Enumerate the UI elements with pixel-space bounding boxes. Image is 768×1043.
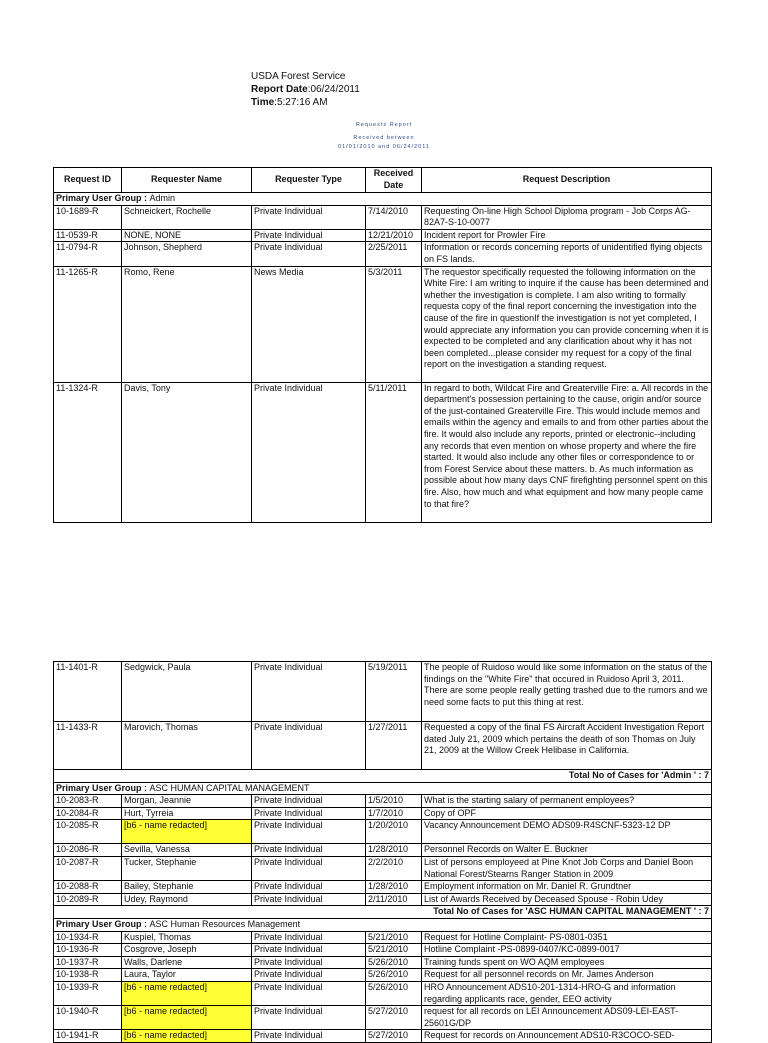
cell-requester-name: Walls, Darlene: [122, 956, 252, 969]
cell-requester-name: Hurt, Tyrreia: [122, 807, 252, 820]
cell-received-date: 5/27/2010: [366, 1006, 422, 1030]
group-label: Primary User Group : ASC Human Resources Management: [54, 918, 712, 931]
cell-request-id: 11-0539-R: [54, 229, 122, 242]
cell-received-date: 5/3/2011: [366, 266, 422, 382]
cell-requester-name: Bailey, Stephanie: [122, 881, 252, 894]
cell-requester-name: Romo, Rene: [122, 266, 252, 382]
cell-requester-name: Udey, Raymond: [122, 893, 252, 906]
table-row: [54, 242, 712, 266]
table-row: [54, 969, 712, 982]
table-row: [54, 881, 712, 894]
group-label: Primary User Group : ASC HUMAN CAPITAL MANAGEMENT: [54, 782, 712, 795]
cell-requester-name: Sevilla, Vanessa: [122, 844, 252, 857]
table-row: [54, 981, 712, 1005]
cell-request-id: 11-1433-R: [54, 722, 122, 770]
cell-requester-name: [b6 - name redacted]: [122, 820, 252, 844]
cell-received-date: 5/21/2010: [366, 931, 422, 944]
group-total: Total No of Cases for 'Admin ' : 7: [54, 770, 712, 783]
cell-received-date: 5/26/2010: [366, 969, 422, 982]
cell-requester-name: [b6 - name redacted]: [122, 1030, 252, 1043]
cell-received-date: 2/25/2011: [366, 242, 422, 266]
cell-received-date: 7/14/2010: [366, 205, 422, 229]
cell-received-date: 5/26/2010: [366, 981, 422, 1005]
cell-request-id: 10-1938-R: [54, 969, 122, 982]
received-between-label: Received between: [353, 135, 415, 141]
cell-received-date: 2/2/2010: [366, 856, 422, 880]
table-row: [54, 844, 712, 857]
cell-request-id: 10-2086-R: [54, 844, 122, 857]
cell-requester-name: Marovich, Thomas: [122, 722, 252, 770]
table-row: [54, 856, 712, 880]
cell-requester-type: Private Individual: [252, 205, 366, 229]
table-row: [54, 944, 712, 957]
cell-requester-type: News Media: [252, 266, 366, 382]
cell-request-id: 10-2087-R: [54, 856, 122, 880]
table-row: [54, 722, 712, 770]
cell-requester-type: Private Individual: [252, 382, 366, 522]
group-total: Total No of Cases for 'ASC HUMAN CAPITAL MANAGEMENT ' : 7: [54, 906, 712, 919]
group-header-row: [54, 918, 712, 931]
cell-requester-name: Tucker, Stephanie: [122, 856, 252, 880]
cell-request-description: Incident report for Prowler Fire: [422, 229, 712, 242]
cell-request-id: 10-1941-R: [54, 1030, 122, 1043]
report-time: Time:5:27:16 AM: [251, 97, 328, 108]
cell-requester-name: Sedgwick, Paula: [122, 662, 252, 722]
cell-request-id: 10-1936-R: [54, 944, 122, 957]
cell-request-description: List of Awards Received by Deceased Spouse - Robin Udey: [422, 893, 712, 906]
cell-received-date: 5/21/2010: [366, 944, 422, 957]
cell-requester-type: Private Individual: [252, 881, 366, 894]
cell-requester-type: Private Individual: [252, 662, 366, 722]
col-requester-type: Requester Type: [252, 168, 366, 193]
requests-table-page1: [53, 167, 712, 523]
cell-request-description: Vacancy Announcement DEMO ADS09-R4SCNF-5323-12 DP: [422, 820, 712, 844]
cell-request-id: 11-1324-R: [54, 382, 122, 522]
cell-request-id: 10-2084-R: [54, 807, 122, 820]
cell-request-id: 10-1937-R: [54, 956, 122, 969]
cell-requester-name: Schneickert, Rochelle: [122, 205, 252, 229]
cell-request-description: Requested a copy of the final FS Aircraft Accident Investigation Report dated July 21, 2009 which pertains the death of son Thomas on July 21, 2009 at the Willow Creek Helibase in California.: [422, 722, 712, 770]
cell-received-date: 1/20/2010: [366, 820, 422, 844]
cell-request-description: Request for records on Announcement ADS10-R3COCO-SED-: [422, 1030, 712, 1043]
col-requester-name: Requester Name: [122, 168, 252, 193]
group-header-row: [54, 782, 712, 795]
cell-request-description: Request for all personnel records on Mr. James Anderson: [422, 969, 712, 982]
cell-requester-name: Laura, Taylor: [122, 969, 252, 982]
cell-request-id: 10-2088-R: [54, 881, 122, 894]
cell-received-date: 1/28/2010: [366, 844, 422, 857]
table-row: [54, 266, 712, 382]
cell-received-date: 5/27/2010: [366, 1030, 422, 1043]
cell-requester-type: Private Individual: [252, 893, 366, 906]
cell-requester-name: Cosgrove, Joseph: [122, 944, 252, 957]
cell-request-id: 11-1265-R: [54, 266, 122, 382]
cell-requester-name: [b6 - name redacted]: [122, 981, 252, 1005]
cell-request-description: List of persons employeed at Pine Knot Job Corps and Daniel Boon National Forest/Stearns Ranger Station in 2009: [422, 856, 712, 880]
cell-requester-type: Private Individual: [252, 944, 366, 957]
col-request-description: Request Description: [422, 168, 712, 193]
cell-request-description: The requestor specifically requested the following information on the White Fire: I am writing to inquire if the cause has been determined and whether the investigation is complete. I am also writing to formally requesta copy of the final report concerning the investigation into the cause of the fire in questionIf the investigation is not yet completed, I would appreciate any information you can provide concerning when it is expected to be completed and any clarification about why it has not been completed...please consider my request for a copy of the final report on the investigation a standing request.: [422, 266, 712, 382]
cell-received-date: 5/26/2010: [366, 956, 422, 969]
table-row: [54, 229, 712, 242]
cell-received-date: 1/27/2011: [366, 722, 422, 770]
cell-received-date: 5/19/2011: [366, 662, 422, 722]
cell-requester-type: Private Individual: [252, 820, 366, 844]
table-row: [54, 1006, 712, 1030]
report-subtitle: Requests Report: [355, 122, 413, 128]
col-request-id: Request ID: [54, 168, 122, 193]
cell-request-description: Request for Hotline Complaint- PS-0801-0351: [422, 931, 712, 944]
cell-requester-name: [b6 - name redacted]: [122, 1006, 252, 1030]
cell-request-description: HRO Announcement ADS10-201-1314-HRO-G and information regarding applicants race, gender, EEO activity: [422, 981, 712, 1005]
cell-request-description: Hotline Complaint -PS-0899-0407/KC-0899-0017: [422, 944, 712, 957]
cell-requester-name: Morgan, Jeannie: [122, 795, 252, 808]
cell-requester-type: Private Individual: [252, 931, 366, 944]
table-row: [54, 382, 712, 522]
cell-request-id: 10-1939-R: [54, 981, 122, 1005]
table-row: [54, 931, 712, 944]
cell-received-date: 1/7/2010: [366, 807, 422, 820]
cell-request-id: 10-2083-R: [54, 795, 122, 808]
table-row: [54, 1030, 712, 1043]
cell-request-id: 10-1689-R: [54, 205, 122, 229]
cell-requester-type: Private Individual: [252, 795, 366, 808]
cell-requester-type: Private Individual: [252, 807, 366, 820]
cell-request-description: Requesting On-line High School Diploma program - Job Corps AG-82A7-S-10-0077: [422, 205, 712, 229]
table-row: [54, 956, 712, 969]
report-header: [251, 70, 360, 109]
cell-received-date: 5/11/2011: [366, 382, 422, 522]
cell-requester-type: Private Individual: [252, 242, 366, 266]
table-row: [54, 807, 712, 820]
cell-received-date: 2/11/2010: [366, 893, 422, 906]
cell-received-date: 12/21/2010: [366, 229, 422, 242]
cell-requester-type: Private Individual: [252, 856, 366, 880]
cell-request-description: The people of Ruidoso would like some information on the status of the findings on the "White Fire" that occured in Ruidoso April 3, 2011. There are some people really getting trashed due to the rumors and we need some facts to put this thing at rest.: [422, 662, 712, 722]
table-row: [54, 205, 712, 229]
cell-received-date: 1/5/2010: [366, 795, 422, 808]
requests-table-page2: [53, 661, 712, 1043]
cell-request-description: Training funds spent on WO AQM employees: [422, 956, 712, 969]
cell-requester-name: Johnson, Shepherd: [122, 242, 252, 266]
table-header-row: [54, 168, 712, 193]
cell-requester-type: Private Individual: [252, 981, 366, 1005]
table-row: [54, 795, 712, 808]
cell-request-id: 10-1934-R: [54, 931, 122, 944]
cell-request-description: In regard to both, Wildcat Fire and Greaterville Fire: a. All records in the department's possession pertaining to the cause, origin and/or source of the just-contained Greaterville Fire. This would include memos and emails within the agency and emails to and from other parties about the fire. It would also include any reports, printed or electronic--including any records that even mention on whose property and where the fire started. It would also include any other files or correspondence to or from Forest Service about these matters. b. As much information as possible about how many days CNF firefighting personnel spent on this fire. Also, how much and what equipment and how many people came to that fire?: [422, 382, 712, 522]
cell-request-description: Information or records concerning reports of unidentified flying objects on FS lands.: [422, 242, 712, 266]
group-total-row: [54, 770, 712, 783]
cell-request-id: 10-2085-R: [54, 820, 122, 844]
cell-requester-type: Private Individual: [252, 722, 366, 770]
cell-requester-type: Private Individual: [252, 1006, 366, 1030]
cell-request-description: request for all records on LEI Announcement ADS09-LEI-EAST-25601G/DP: [422, 1006, 712, 1030]
report-date: Report Date:06/24/2011: [251, 84, 360, 95]
table-row: [54, 893, 712, 906]
org-name: USDA Forest Service: [251, 71, 346, 82]
cell-received-date: 1/28/2010: [366, 881, 422, 894]
cell-request-description: What is the starting salary of permanent employees?: [422, 795, 712, 808]
table-row: [54, 820, 712, 844]
table-row: [54, 662, 712, 722]
col-received-date: Received Date: [366, 168, 422, 193]
cell-request-description: Employment information on Mr. Daniel R. Grundtner: [422, 881, 712, 894]
cell-requester-name: Kuspiel, Thomas: [122, 931, 252, 944]
group-total-row: [54, 906, 712, 919]
group-label: Primary User Group : Admin: [54, 193, 712, 206]
cell-request-id: 10-1940-R: [54, 1006, 122, 1030]
cell-requester-type: Private Individual: [252, 956, 366, 969]
cell-request-id: 11-1401-R: [54, 662, 122, 722]
cell-request-id: 10-2089-R: [54, 893, 122, 906]
cell-requester-name: Davis, Tony: [122, 382, 252, 522]
cell-requester-type: Private Individual: [252, 969, 366, 982]
cell-requester-type: Private Individual: [252, 229, 366, 242]
cell-requester-type: Private Individual: [252, 844, 366, 857]
cell-requester-name: NONE, NONE: [122, 229, 252, 242]
cell-request-description: Copy of OPF: [422, 807, 712, 820]
cell-request-id: 11-0794-R: [54, 242, 122, 266]
group-header-row: [54, 193, 712, 206]
date-range: 01/01/2010 and 06/24/2011: [338, 144, 430, 150]
cell-requester-type: Private Individual: [252, 1030, 366, 1043]
cell-request-description: Personnel Records on Walter E. Buckner: [422, 844, 712, 857]
